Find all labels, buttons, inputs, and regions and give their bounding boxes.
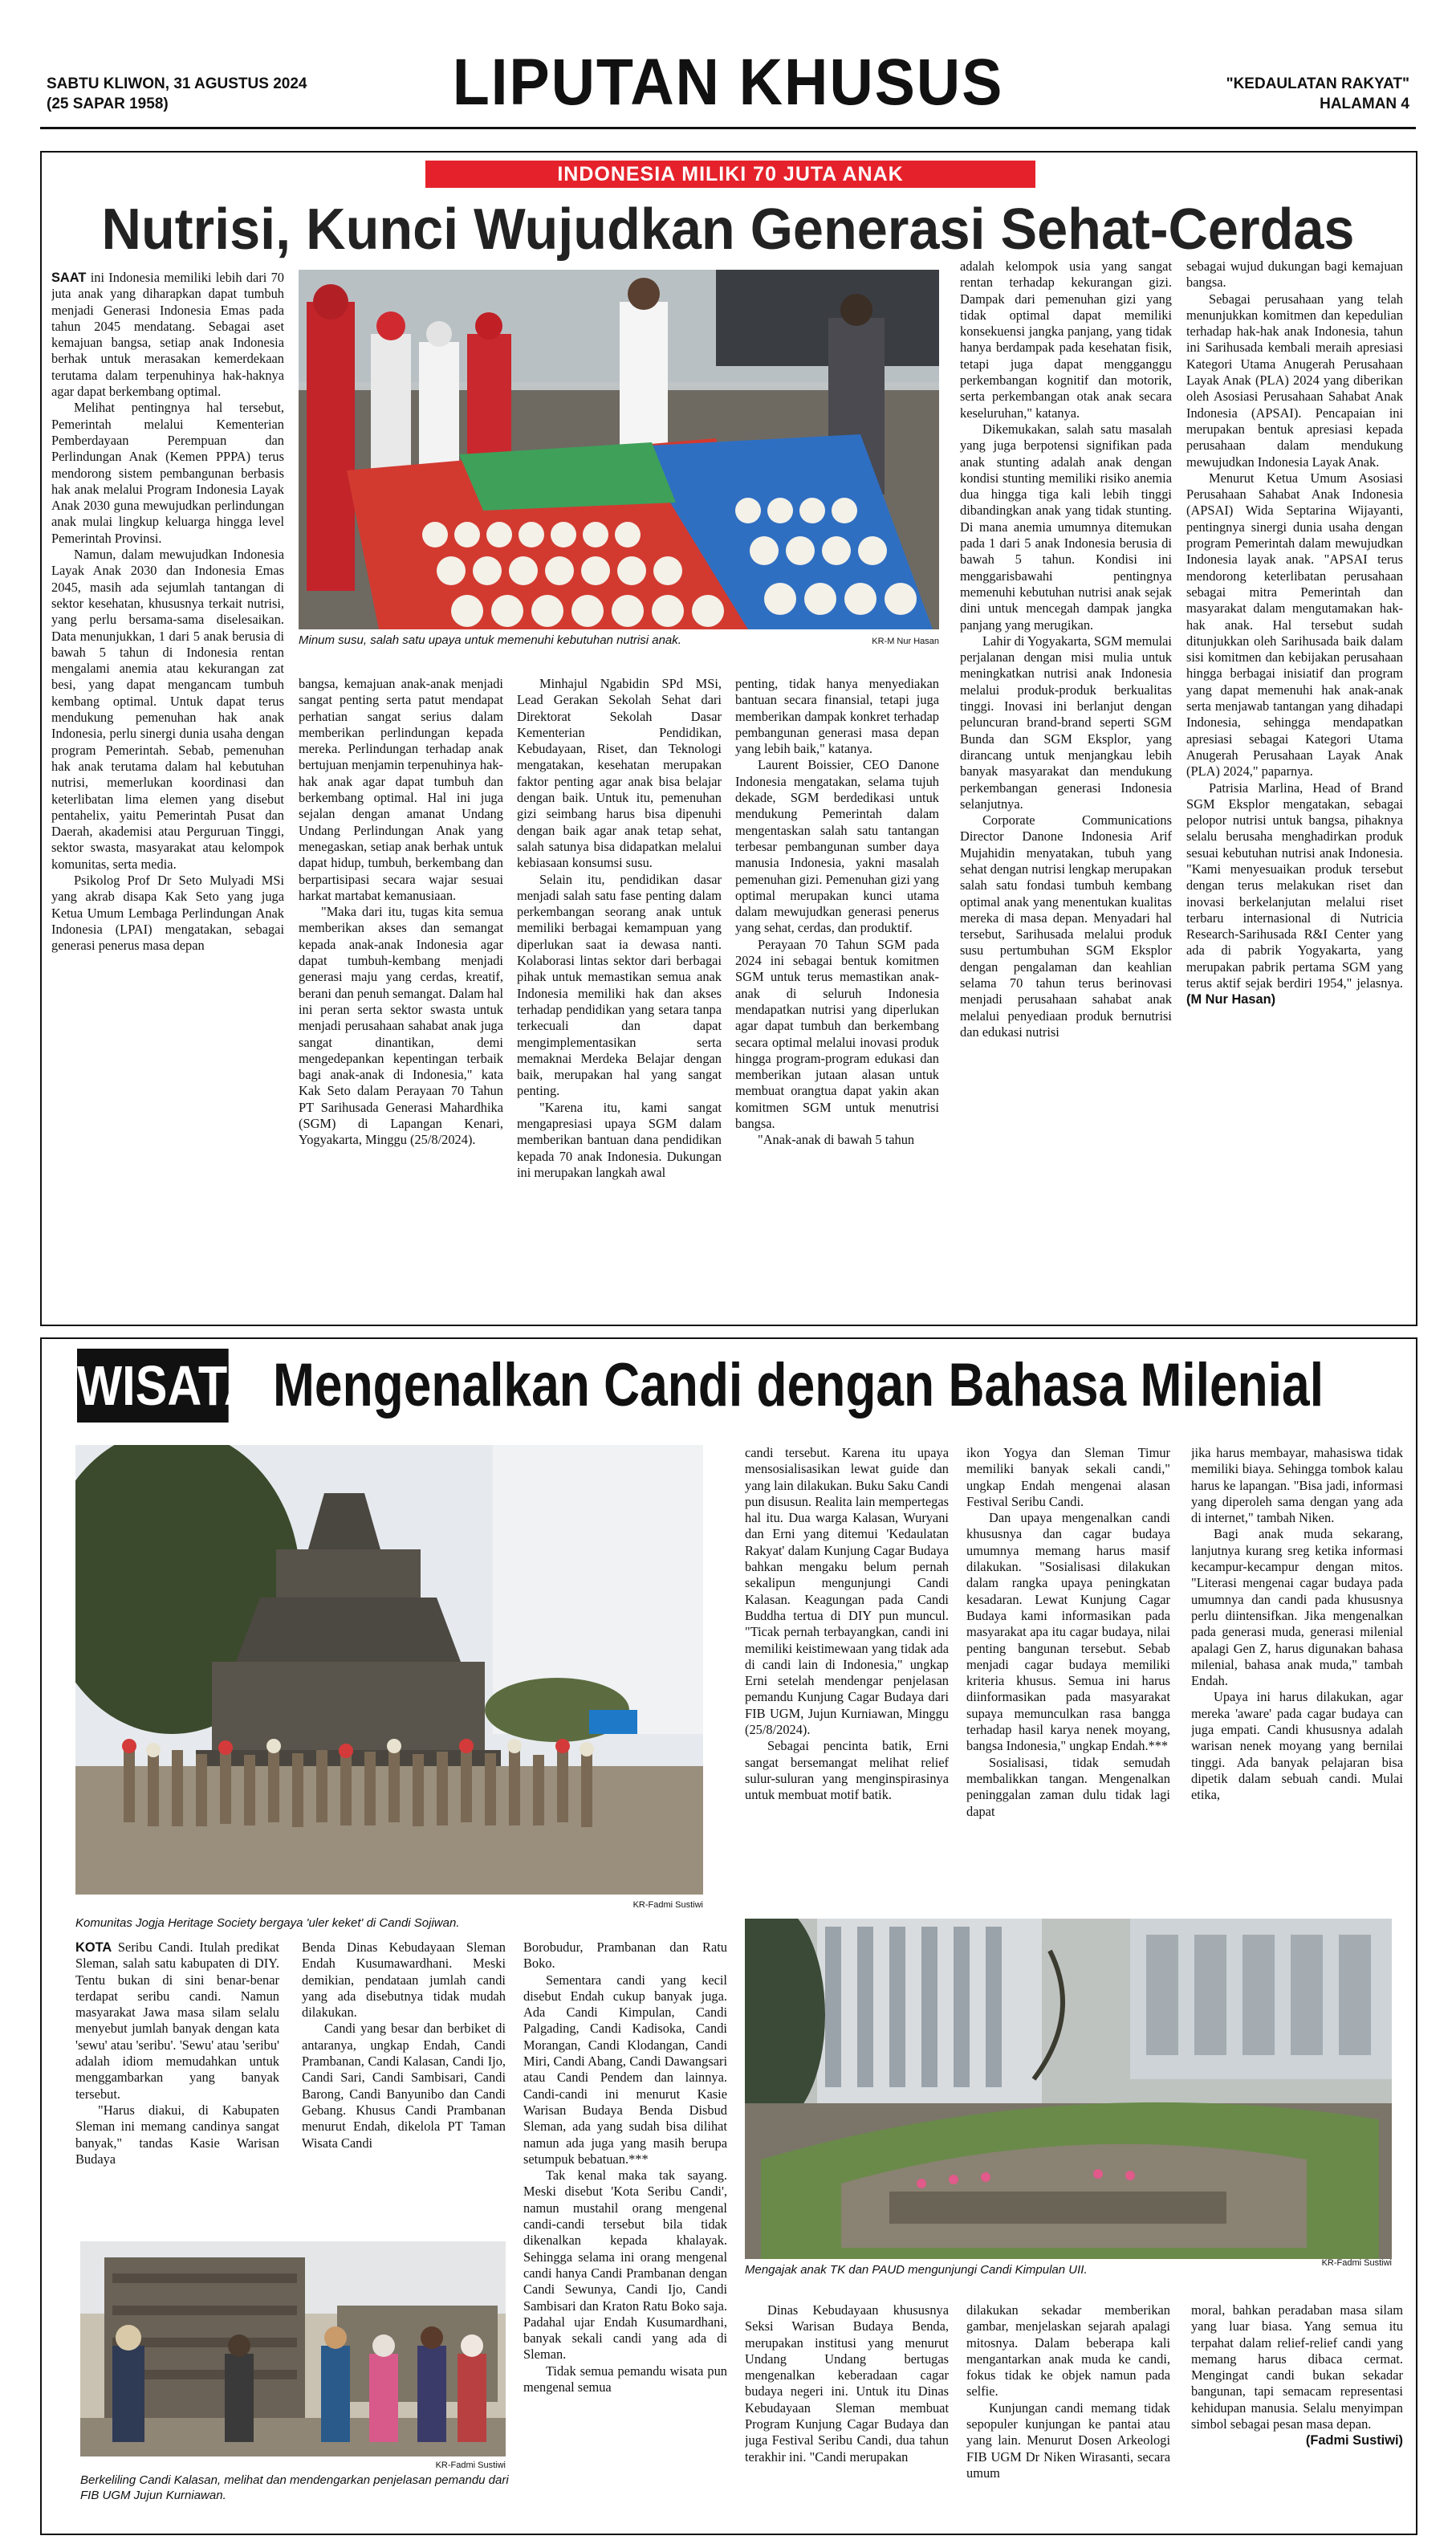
lead-word: KOTA — [75, 1940, 112, 1955]
paragraph: moral, bahkan peradaban masa silam yang luar biasa. Yang semua itu terpahat dalam relief-relief candi yang memang harus dibaca cermat. Mengingat candi bukan sekadar bangunan, tapi semacam representasi kehidupan manusia. Selalu menyimpan simbol sebagai pesan masa depan. — [1191, 2302, 1403, 2432]
article2-column-2 — [302, 1939, 506, 2237]
article2-column-1 — [75, 1939, 279, 2237]
article1-column-4 — [735, 676, 939, 1318]
temple-photo-illustration — [75, 1445, 703, 1895]
paper-name: "KEDAULATAN RAKYAT" — [1226, 75, 1409, 92]
kalasan-photo-credit: KR-Fadmi Sustiwi — [435, 2460, 506, 2470]
byline: (M Nur Hasan) — [1186, 992, 1276, 1007]
paragraph: Bagi anak muda sekarang, lanjutnya kurang sreg ketika informasi kecampur-kecampur dengan mitos. "Literasi mengenai cagar budaya pada umumnya dan candi pada khususnya perlu diintensifkan. Jika mengenalkan pada generasi muda, generasi milenial apalagi Gen Z, harus digunakan bahasa milenial, bahasa anak muda," tambah Endah. — [1191, 1526, 1403, 1689]
milk-photo-illustration — [299, 270, 939, 629]
issue-date: SABTU KLIWON, 31 AGUSTUS 2024 — [47, 75, 307, 92]
article2-column-4 — [745, 1445, 949, 1901]
paragraph: Laurent Boissier, CEO Danone Indonesia mengatakan, selama tujuh dekade, SGM berdedikasi untuk mendukung Pemerintah dalam mengentaskan salah satu tantangan terbesar pembangunan sumber daya manusia Indonesia, yakni masalah pemenuhan gizi. Pemenuhan gizi yang optimal merupakan kunci utama dalam mewujudkan generasi penerus yang sehat, cerdas, dan produktif. — [735, 757, 939, 936]
paragraph: Benda Dinas Kebudayaan Sleman Endah Kusumawardhani. Meski demikian, pendataan jumlah candi yang ada disebutnya tidak mudah dilakukan. — [302, 1939, 506, 2021]
paragraph: Sebagai pencinta batik, Erni sangat bersemangat melihat relief sulur-suluran yang menginspirasinya untuk membuat motif batik. — [745, 1738, 949, 1803]
paragraph: sebagai wujud dukungan bagi kemajuan bangsa. — [1186, 258, 1403, 291]
kalasan-photo — [80, 2241, 506, 2456]
article2-column-6 — [1191, 1445, 1403, 1901]
article-headline: Mengenalkan Candi dengan Bahasa Milenial — [273, 1351, 1324, 1419]
article2-column-7 — [745, 2302, 949, 2527]
paragraph: Candi yang besar dan berbiket di antaranya, ungkap Endah, Candi Prambanan, Candi Kalasan, Candi Ijo, Candi Sari, Candi Sambisari, Candi Barong, Candi Banyunibo dan Candi Gebang. Khusus Candi Prambanan menurut Endah, dikelola PT Taman Wisata Candi — [302, 2021, 506, 2151]
paragraph: "Karena itu, kami sangat mengapresiasi upaya SGM dalam memberikan bantuan dana pendidikan kepada 70 anak Indonesia. Dukungan ini merupakan langkah awal — [517, 1099, 722, 1180]
paragraph: Tidak semua pemandu wisata pun mengenal semua — [523, 2363, 727, 2395]
paragraph: Kunjungan candi memang tidak sepopuler kunjungan ke pantai atau yang lain. Menurut Dosen Arkeologi FIB UGM Dr Niken Wirasanti, secara umum — [966, 2399, 1170, 2481]
article1-column-3 — [517, 676, 722, 1318]
masthead-paper — [1226, 74, 1409, 114]
paragraph: Namun, dalam mewujudkan Indonesia Layak Anak 2030 dan Indonesia Emas 2045, masih ada sejumlah tantangan di sektor kesehatan, khususnya terkait nutrisi, yang perlu bersama-sama diselesaikan. Data menunjukkan, 1 dari 5 anak berusia di bawah 5 tahun di Indonesia rentan mengalami anemia atau kekurangan zat besi, yang dapat mengancam tumbuh kembang optimal. Untuk dapat terus mendukung pemenuhan hak anak Indonesia, perlu sinergi dunia usaha dengan program Pemerintah. Sebab, pemenuhan hak anak terutama dalam hal kebutuhan nutrisi, memerlukan koordinasi dan keterlibatan lima elemen yang disebut pentahelix, yaitu Pemerintah Pusat dan Daerah, akademisi atau Perguruan Tinggi, sektor swasta, masyarakat atau kelompok komunitas, serta media. — [51, 547, 284, 872]
article2-column-9 — [1191, 2302, 1403, 2527]
paragraph: Borobudur, Prambanan dan Ratu Boko. — [523, 1939, 727, 1972]
paragraph: "Anak-anak di bawah 5 tahun — [758, 1132, 915, 1148]
paragraph: Sosialisasi, tidak semudah membalikkan tangan. Mengenalkan peninggalan zaman dulu tidak lagi dapat — [966, 1754, 1170, 1819]
paragraph: Tak kenal maka tak sayang. Meski disebut 'Kota Seribu Candi', namun mustahil orang mengenal candi-candi tersebut bila tidak dikenalkan kepada khalayak. Sehingga selama ini orang mengenal candi hanya Candi Prambanan dengan Candi Sewunya, Candi Ijo, Candi Sambisari dan Kraton Ratu Boko saja. Padahal ujar Endah Kusumardhani, banyak sekali candi yang ada di Sleman. — [523, 2167, 727, 2363]
article2-column-3 — [523, 1939, 727, 2524]
kalasan-photo-illustration — [80, 2241, 506, 2456]
kalasan-photo-caption: Berkeliling Candi Kalasan, melihat dan mendengarkan penjelasan pemandu dari FIB UGM Jujun Kurniawan. — [80, 2473, 509, 2502]
paragraph: ikon Yogya dan Sleman Timur memiliki banyak sekali candi," ungkap Endah mengenai alasan Festival Seribu Candi. — [966, 1445, 1170, 1509]
paragraph: candi tersebut. Karena itu upaya mensosialisasikan lewat guide dan yang lain dilakukan. Buku Saku Candi pun disusun. Realita lain mempertegas hal itu. Dua warga Kalasan, Wuryani dan Erni yang ditemui 'Kedaulatan Rakyat' dalam Kunjung Cagar Budaya bahkan mengaku belum pernah sekalipun mengunjungi Candi Kalasan. Keagungan pada Candi Buddha tertua di DIY pun muncul. "Ticak pernah terbayangkan, candi ini memiliki keistimewaan yang tidak ada di candi lain di Indonesia," ungkap Erni setelah mendengar penjelasan pemandu Kunjung Cagar Budaya dari FIB UGM, Jujun Kurniawan, Minggu (25/8/2024). — [745, 1445, 949, 1738]
milk-photo-credit: KR-M Nur Hasan — [872, 637, 939, 646]
paragraph: adalah kelompok usia yang sangat rentan terhadap kekurangan gizi. Dampak dari pemenuhan gizi yang tidak optimal dapat memiliki konsekuensi jangka panjang, yang tidak hanya berdampak pada kesehatan fisik, tetapi juga dapat mengganggu perkembangan kognitif dan motorik, serta perkembangan otak anak secara keseluruhan," katanya. — [960, 258, 1172, 421]
paragraph: "Maka dari itu, tugas kita semua memberikan akses dan semangat kepada anak-anak Indonesia agar dapat tumbuh-kembang menjadi generasi maju yang cerdas, kreatif, berani dan penuh semangat. Dalam hal ini peran serta sektor swasta untuk menjadi perusahaan sahabat anak juga sangat dinantikan, demi mengedepankan kepentingan terbaik bagi anak-anak di Indonesia," kata Kak Seto dalam Perayaan 70 Tahun PT Sarihusada Generasi Mahardhika (SGM) di Lapangan Kenari, Yogyakarta, Minggu (25/8/2024). — [299, 904, 503, 1148]
article1-column-2 — [299, 676, 503, 1318]
paragraph: penting, tidak hanya menyediakan bantuan secara finansial, tetapi juga memberikan dampak konkret terhadap pembangunan generasi masa depan yang lebih baik," katanya. — [735, 676, 939, 757]
paragraph: Menurut Ketua Umum Asosiasi Perusahaan Sahabat Anak Indonesia (APSAI) Wida Septarina Wijayanti, pentingnya sinergi dunia usaha dengan program Pemerintah dalam mewujudkan Indonesia layak anak. "APSAI terus mendorong keterlibatan perusahaan sebagai mitra Pemerintah dan masyarakat dalam mengutamakan hak-hak anak. Hal tersebut sudah ditunjukkan oleh Sarihusada baik dalam sisi komitmen dan kebijakan perusahaan hingga berbagai inisiatif dan program yang dapat memenuhi hak anak-anak serta menjawab tantangan yang dihadapi Indonesia, sehingga mendapatkan apresiasi sebagai Kategori Utama Anugerah Perusahaan Layak Anak (PLA) 2024," paparnya. — [1186, 470, 1403, 779]
paragraph: Seribu Candi. Itulah predikat Sleman, salah satu kabupaten di DIY. Tentu bukan di sini benar-benar terdapat seribu candi. Namun masyarakat Jawa masa silam selalu menyebut jumlah banyak dengan kata 'sewu' atau 'seribu'. 'Sewu' atau 'seribu' adalah idiom memudahkan untuk menggambarkan yang banyak tersebut. — [75, 1939, 279, 2102]
paragraph: Dan upaya mengenalkan candi khususnya dan cagar budaya umumnya memang harus masif dilakukan. "Sosialisasi dilakukan dalam rangka upaya peningkatan kesadaran. Lewat Kunjung Cagar Budaya kami informasikan pada masyarakat apa itu cagar budaya, nilai penting bangunan tersebut. Sebab menjadi cagar budaya memiliki kriteria khusus. Semua ini harus diinformasikan pada masyarakat supaya memunculkan rasa bangga terhadap hasil karya nenek moyang, bangsa Indonesia," ungkap Endah.*** — [966, 1510, 1170, 1754]
paragraph: "Harus diakui, di Kabupaten Sleman ini memang candinya sangat banyak," tandas Kasie Warisan Budaya — [75, 2102, 279, 2167]
paragraph: Upaya ini harus dilakukan, agar mereka 'aware' pada cagar budaya can juga empati. Candi khususnya adalah warisan nenek moyang yang bernilai tinggi. Ada banyak pelajaran bisa dipetik dalam sebuah candi. Mulai etika, — [1191, 1689, 1403, 1803]
paragraph: Perayaan 70 Tahun SGM pada 2024 ini sebagai bentuk komitmen SGM untuk terus memastikan anak-anak di seluruh Indonesia mendapatkan nutrisi yang diperlukan agar dapat tumbuh dan berkembang secara optimal melalui inovasi produk hingga program-program edukasi dan memberikan jutaan alasan untuk membuat orangtua dapat yakin akan komitmen SGM untuk menutrisi bangsa. — [735, 936, 939, 1132]
kimpulan-photo-credit: KR-Fadmi Sustiwi — [1321, 2258, 1392, 2268]
paragraph: Dinas Kebudayaan khususnya Seksi Warisan Budaya Benda, merupakan institusi yang menurut Undang Undang bertugas mengenalkan keberadaan cagar budaya negeri ini. Untuk itu Dinas Kebudayaan Sleman membuat Program Kunjung Cagar Budaya dan juga Festival Seribu Candi, dua tahun terakhir ini. "Candi merupakan — [745, 2302, 949, 2465]
paragraph: Melihat pentingnya hal tersebut, Pemerintah melalui Kementerian Pemberdayaan Perempuan dan Perlindungan Anak (Kemen PPPA) terus mendorong sistem pembangunan berbasis hak anak melalui Program Indonesia Layak Anak 2030 guna mewujudkan perlindungan anak mulai lingkup keluarga hingga level Pemerintah Provinsi. — [51, 400, 284, 546]
lead-word: SAAT — [51, 271, 87, 285]
kimpulan-photo — [745, 1919, 1392, 2259]
paragraph: ini Indonesia memiliki lebih dari 70 juta anak yang diharapkan dapat tumbuh menjadi Generasi Indonesia Emas pada tahun 2045 mendatang. Sebagai aset kemajuan bangsa, setiap anak Indonesia berhak untuk merasakan kemerdekaan terutama dalam terpenuhinya hak-haknya agar dapat berkembang optimal. — [51, 270, 284, 400]
page-number: HALAMAN 4 — [1320, 96, 1409, 112]
paragraph: Corporate Communications Director Danone Indonesia Arif Mujahidin menyatakan, tubuh yang sehat dengan nutrisi lengkap merupakan salah satu fondasi tumbuh kembang optimal anak yang menentukan kualitas mereka di masa depan. Menyadari hal tersebut, Sarihusada melalui produk susu pertumbuhan SGM Eksplor dengan pengalaman dan keahlian selama 70 tahun terus berinovasi menjadi perusahaan sahabat anak melalui penyediaan produk bernutrisi dan edukasi nutrisi — [960, 812, 1172, 1040]
kimpulan-photo-caption: Mengajak anak TK dan PAUD mengunjungi Candi Kimpulan UII. — [745, 2263, 1088, 2277]
section-tag: WISATA — [77, 1349, 229, 1423]
article-kicker: INDONESIA MILIKI 70 JUTA ANAK — [425, 161, 1035, 188]
article-headline: Nutrisi, Kunci Wujudkan Generasi Sehat-Cerdas — [101, 197, 1355, 262]
temple-photo — [75, 1445, 703, 1895]
article2-column-8 — [966, 2302, 1170, 2527]
temple-photo-credit: KR-Fadmi Sustiwi — [632, 1900, 703, 1910]
paragraph: Psikolog Prof Dr Seto Mulyadi MSi yang akrab disapa Kak Seto yang juga Ketua Umum Lembaga Perlindungan Anak Indonesia (LPAI) mengatakan, sebagai generasi penerus masa depan — [51, 872, 284, 954]
paragraph: Selain itu, pendidikan dasar menjadi salah satu fase penting dalam perkembangan seorang anak untuk memiliki berbagai kemampuan yang diperlukan saat ia dewasa nanti. Kolaborasi lintas sektor dari berbagai pihak untuk memastikan semua anak Indonesia memiliki hak dan akses terhadap pendidikan yang setara tanpa terkecuali dan dapat mengimplementasikan serta memaknai Merdeka Belajar dengan baik, merupakan hal yang sangat penting. — [517, 871, 722, 1099]
milk-photo-caption: Minum susu, salah satu upaya untuk memenuhi kebutuhan nutrisi anak. — [299, 633, 681, 647]
paragraph: jika harus membayar, mahasiswa tidak memiliki biaya. Sehingga tombok kalau harus ke lapangan. "Bisa jadi, informasi yang diperoleh sama dengan yang ada di internet," tambah Niken. — [1191, 1445, 1403, 1526]
section-title: LIPUTAN KHUSUS — [452, 46, 1004, 119]
milk-photo — [299, 270, 939, 629]
article1-column-1 — [51, 270, 284, 1313]
paragraph: bangsa, kemajuan anak-anak menjadi sangat penting serta patut mendapat perhatian sangat serius dalam memberikan perlindungan kepada mereka. Perlindungan terhadap anak bertujuan menjamin terpenuhinya hak-hak anak agar dapat tumbuh dan berkembang optimal. Hal ini juga sejalan dengan amanat Undang Undang Perlindungan Anak yang menegaskan, setiap anak berhak untuk dapat hidup, tumbuh, berkembang dan berpartisipasi secara wajar sesuai harkat martabat kemanusiaan. — [299, 676, 503, 903]
paragraph: Lahir di Yogyakarta, SGM memulai perjalanan dengan misi mulia untuk meningkatkan nutrisi anak Indonesia melalui produk-produk berkualitas tinggi. Inovasi ini berlanjut dengan peluncuran brand-brand seperti SGM Bunda dan SGM Eksplor, yang dirancang untuk menjangkau lebih banyak masyarakat dan mendukung perkembangan generasi Indonesia selanjutnya. — [960, 633, 1172, 812]
kimpulan-photo-illustration — [745, 1919, 1392, 2259]
article1-column-5 — [960, 258, 1172, 1318]
paragraph: Sementara candi yang kecil disebut Endah cukup banyak juga. Ada Candi Kimpulan, Candi Palgading, Candi Kadisoka, Candi Morangan, Candi Klodangan, Candi Miri, Candi Abang, Candi Dawangsari atau Candi Pendem dan lainnya. Candi-candi ini menurut Kasie Warisan Budaya Benda Disbud Sleman, ada yang sudah bisa dilihat namun ada juga yang masih berupa setumpuk bebatuan.*** — [523, 1972, 727, 2167]
paragraph: Patrisia Marlina, Head of Brand SGM Eksplor mengatakan, sebagai pelopor nutrisi untuk bangsa, pihaknya selalu berusaha menghadirkan produk sesuai kebutuhan nutrisi anak Indonesia. "Kami menyesuaikan produk tersebut dengan terus melakukan riset dan inovasi berkelanjutan melalui riset terbaru internasional di Nutricia Research-Sarihusada R&I Center yang ada di pabrik Yogyakarta, yang merupakan pabrik pertama SGM yang terus aktif sejak berdiri 1954," jelasnya. — [1186, 779, 1403, 991]
paragraph: dilakukan sekadar memberikan gambar, menjelaskan sejarah apalagi mitosnya. Dalam beberapa kali mengantarkan anak muda ke candi, fokus tidak ke objek namun pada selfie. — [966, 2302, 1170, 2399]
article2-column-5 — [966, 1445, 1170, 1901]
paragraph: Sebagai perusahaan yang telah menunjukkan komitmen dan kepedulian terhadap hak-hak anak Indonesia, tahun ini Sarihusada kembali meraih apresiasi Kategori Utama Anugerah Perusahaan Layak Anak (PLA) 2024 yang diberikan oleh Asosiasi Perusahaan Sahabat Anak Indonesia (APSAI). Pencapaian ini merupakan bentuk apresiasi kepada perusahaan dalam mendukung mewujudkan Indonesia Layak Anak. — [1186, 291, 1403, 470]
article1-column-6 — [1186, 258, 1403, 1318]
paragraph: Dikemukakan, salah satu masalah yang juga berpotensi signifikan pada anak stunting adalah anak dengan kondisi stunting memiliki risiko anemia dua hingga tiga kali lebih tinggi dibandingkan anak yang tidak stunting. Di mana anemia umumnya ditemukan pada 1 dari 5 anak Indonesia berusia di bawah 5 tahun. Kondisi ini menggarisbawahi pentingnya memenuhi kebutuhan nutrisi anak sejak dini untuk mencegah dampak jangka panjang yang merugikan. — [960, 421, 1172, 633]
issue-hijri-date: (25 SAPAR 1958) — [47, 96, 169, 112]
temple-photo-caption: Komunitas Jogja Heritage Society bergaya 'uler keket' di Candi Sojiwan. — [75, 1916, 460, 1930]
masthead-rule — [40, 127, 1416, 129]
byline: (Fadmi Sustiwi) — [1305, 2433, 1403, 2448]
paragraph: Minhajul Ngabidin SPd MSi, Lead Gerakan Sekolah Sehat dari Direktorat Sekolah Dasar Kementerian Pendidikan, Kebudayaan, Riset, dan Teknologi mengatakan, kesehatan merupakan faktor penting agar anak bisa belajar dengan baik. Untuk itu, pemenuhan gizi seimbang harus bisa dipenuhi dengan baik agar anak tetap sehat, salah satunya bisa didapatkan melalui kebiasaan konsumsi susu. — [517, 676, 722, 871]
